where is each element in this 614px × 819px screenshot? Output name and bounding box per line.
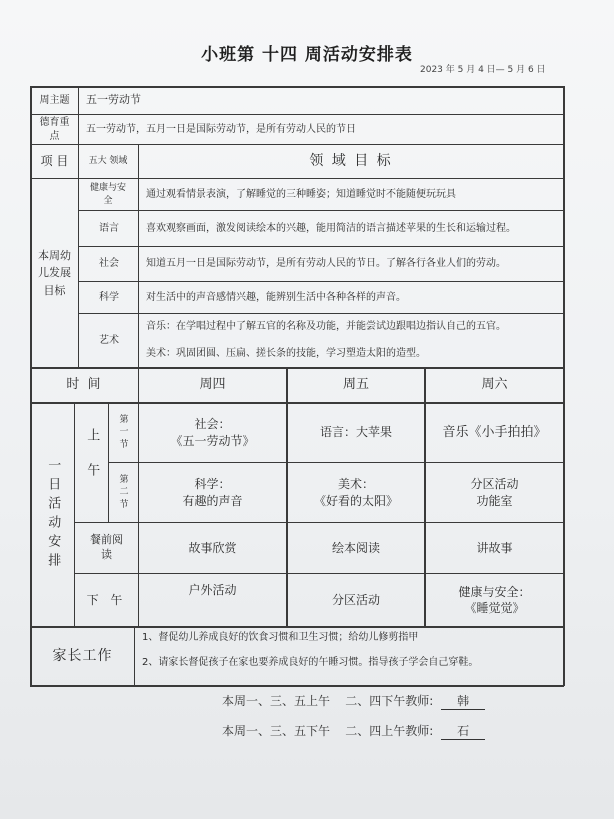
goal-science: 对生活中的声音感情兴趣，能辨别生活中各种各样的声音。 <box>146 291 406 303</box>
domain-science: 科学 <box>99 291 119 303</box>
goal-art-music: 音乐：在学唱过程中了解五官的名称及功能，并能尝试边跟唱边指认自己的五官。 <box>146 321 506 333</box>
session2-sat <box>426 463 563 522</box>
session1-thu <box>139 403 286 462</box>
afternoon-sat-line2: 《睡觉觉》 <box>464 601 525 615</box>
teacher-line-1 <box>222 692 485 710</box>
parents-label: 家长工作 <box>52 647 113 664</box>
day-header-sat: 周六 <box>481 377 508 393</box>
session1-thu-line1: 社会： <box>194 417 231 432</box>
session1-fri-line1: 语言：大苹果 <box>319 425 392 440</box>
session2-fri <box>288 463 424 522</box>
col-line <box>78 86 79 367</box>
teacher-line-2 <box>222 722 485 740</box>
afternoon-thu-line1: 户外活动 <box>188 583 237 597</box>
col-line <box>134 626 135 686</box>
date-range: 2023 年 5 月 4 日— 5 月 6 日 <box>420 65 546 75</box>
session1-label: 第一节 <box>119 415 129 450</box>
moral-value: 五一劳动节，五月一日是国际劳动节，是所有劳动人民的节日 <box>86 123 356 135</box>
teacher-name-1: 韩 <box>441 692 485 710</box>
domain-society: 社会 <box>99 258 119 270</box>
day-header-fri: 周五 <box>342 377 369 393</box>
goal-art-craft: 美术：巩固团圆、压扁、搓长条的技能，学习塑造太阳的造型。 <box>146 348 426 360</box>
schedule-section-label: 一日活动安排 <box>45 457 61 572</box>
reading-fri: 绘本阅读 <box>331 540 380 555</box>
moral-label: 德育重点 <box>39 117 70 142</box>
table-border-bottom <box>30 685 564 687</box>
afternoon-fri-line1: 分区活动 <box>331 592 380 607</box>
afternoon-thu <box>139 574 286 626</box>
session2-thu-line1: 科学： <box>194 477 231 492</box>
domain-health: 健康与安全 <box>90 183 127 206</box>
goals-section-label: 本周幼儿发展目标 <box>38 248 71 297</box>
session2-fri-line2: 《好看的太阳》 <box>313 493 398 508</box>
afternoon-sat-line1: 健康与安全： <box>458 584 531 599</box>
theme-value: 五一劳动节 <box>86 93 141 107</box>
session1-sat-line1: 音乐《小手拍拍》 <box>442 424 547 440</box>
day-header-thu: 周四 <box>199 377 226 393</box>
session2-label: 第二节 <box>119 475 129 510</box>
session2-sat-line1: 分区活动 <box>470 477 519 492</box>
goal-health: 通过观看情景表演，了解睡觉的三种睡姿；知道睡觉时不能随便玩玩具 <box>146 188 456 200</box>
page-title: 小班第 十四 周活动安排表 <box>201 45 413 65</box>
table-border-right <box>563 86 565 686</box>
teacher-name-2: 石 <box>441 722 485 740</box>
session1-thu-line2: 《五一劳动节》 <box>170 433 255 448</box>
time-header: 时 间 <box>66 377 103 393</box>
reading-thu: 故事欣赏 <box>188 540 237 555</box>
session2-sat-line2: 功能室 <box>476 493 513 508</box>
parents-item-2: 2、请家长督促孩子在家也要养成良好的午睡习惯。指导孩子学会自己穿鞋。 <box>142 657 479 669</box>
teacher-line-1-label: 本周一、三、五上午 二、四下午教师: <box>222 694 434 708</box>
afternoon-fri <box>288 574 424 626</box>
session2-thu-line2: 有趣的声音 <box>182 493 243 508</box>
goal-language: 喜欢观察画面，激发阅读绘本的兴趣，能用简洁的语言描述苹果的生长和运输过程。 <box>146 222 516 234</box>
session2-thu <box>139 463 286 522</box>
domain-language: 语言 <box>99 222 119 234</box>
session1-fri <box>288 403 424 462</box>
session1-sat <box>426 403 563 462</box>
afternoon-label: 下 午 <box>86 592 127 607</box>
afternoon-sat <box>426 574 563 626</box>
reading-label: 餐前阅读 <box>90 533 123 561</box>
domains-header: 五大 领域 <box>88 156 128 167</box>
goal-society: 知道五月一日是国际劳动节，是所有劳动人民的节日。了解各行各业人们的劳动。 <box>146 258 506 270</box>
goals-header: 领 域 目 标 <box>309 153 393 170</box>
theme-label: 周主题 <box>39 94 70 106</box>
domain-art: 艺术 <box>99 334 119 346</box>
morning-label: 上午 <box>84 427 100 498</box>
reading-sat: 讲故事 <box>476 540 513 555</box>
session2-fri-line1: 美术： <box>337 477 374 492</box>
item-header: 项 目 <box>40 154 69 169</box>
parents-item-1: 1、督促幼儿养成良好的饮食习惯和卫生习惯；给幼儿修剪指甲 <box>142 632 419 644</box>
teacher-line-2-label: 本周一、三、五下午 二、四上午教师: <box>222 724 434 738</box>
